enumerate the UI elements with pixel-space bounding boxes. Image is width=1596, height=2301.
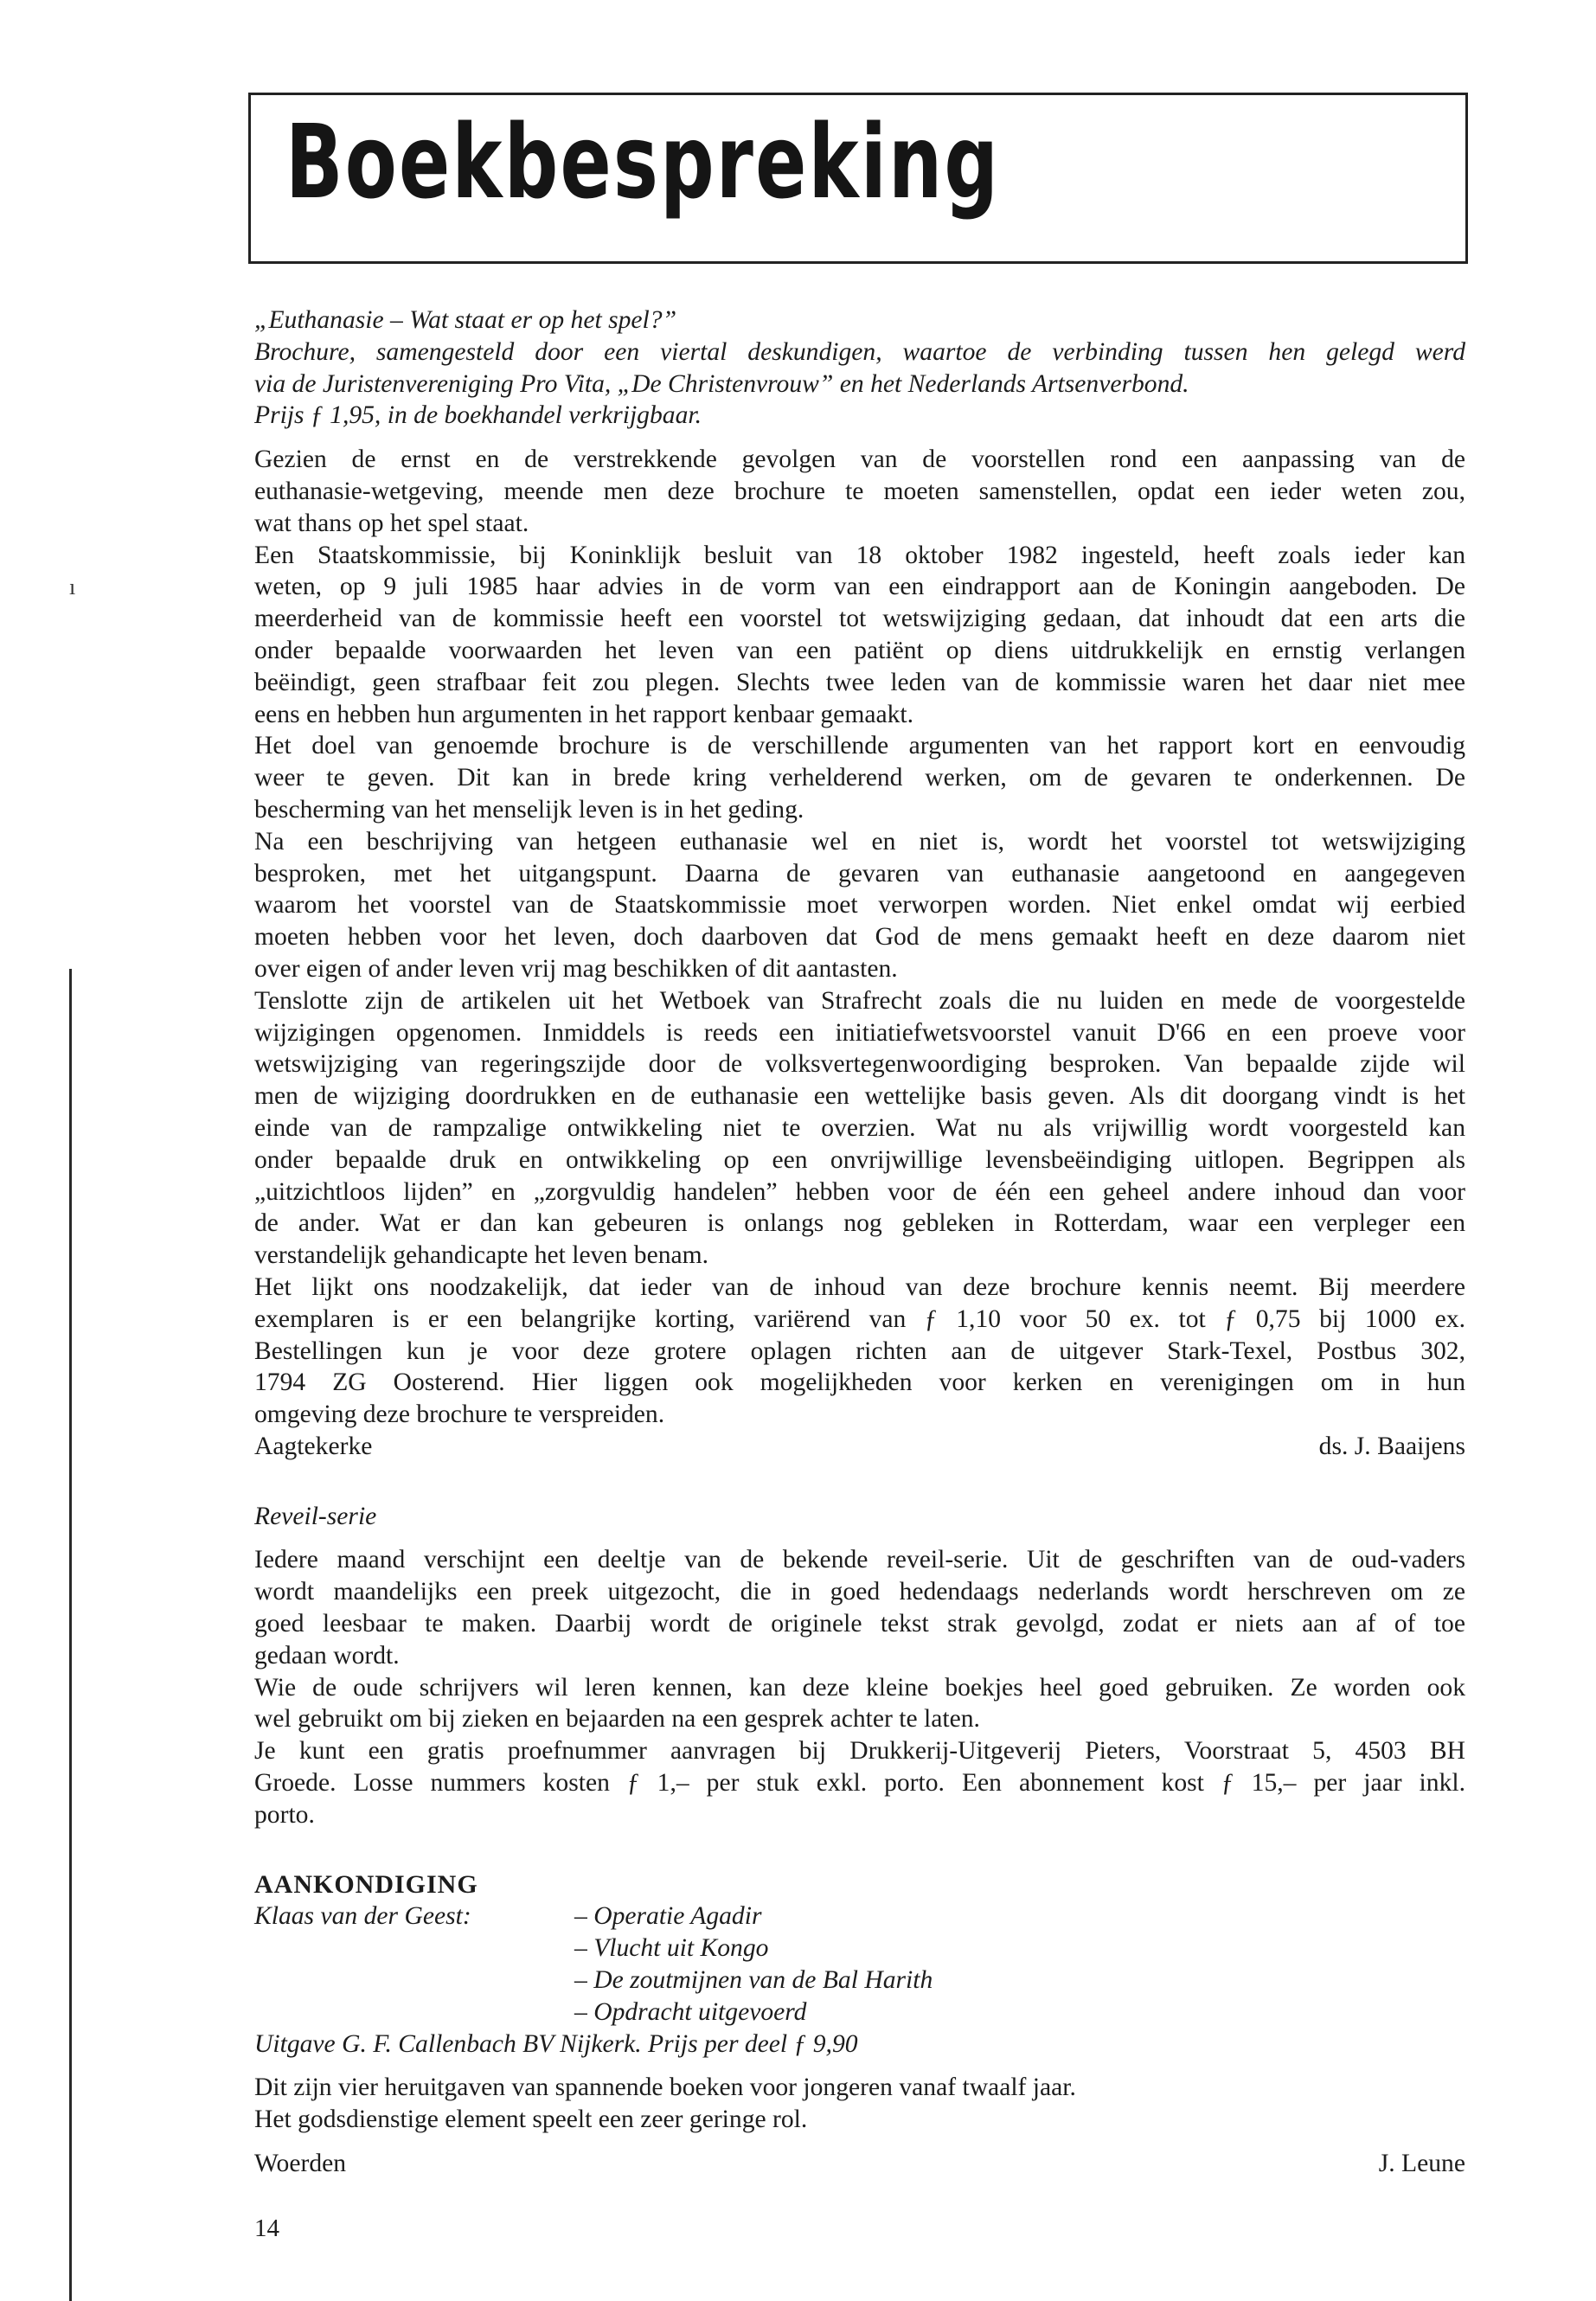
- signature-author: J. Leune: [1378, 2150, 1465, 2178]
- text-line: bescherming van het menselijk leven is in het geding.: [254, 795, 804, 824]
- announcement-books: [254, 1900, 1465, 2028]
- page-number: 14: [254, 2214, 279, 2242]
- paragraph: [254, 1544, 1465, 1671]
- announcement-text-line: Dit zijn vier heruitgaven van spannende boeken voor jongeren vanaf twaalf jaar.: [254, 2073, 1076, 2102]
- scan-edge-rule: [69, 969, 72, 2301]
- text-line: onder bepaalde voorwaarden het leven van een patiënt op diens uitdrukkelijk en ernstig verlangen: [254, 636, 1465, 664]
- review1-citation: [254, 304, 1465, 432]
- text-line: Na een beschrijving van hetgeen euthanasie wel en niet is, wordt het voorstel tot wetswijziging: [254, 827, 1465, 856]
- text-line: wel gebruikt om bij zieken en bejaarden na een gesprek achter te laten.: [254, 1705, 980, 1734]
- paragraph: [254, 730, 1465, 825]
- announcement-signature: [254, 2148, 1465, 2180]
- text-line: einde van de rampzalige ontwikkeling niet te overzien. Wat nu als vrijwillig wordt voorgesteld kan: [254, 1113, 1465, 1142]
- review2-body: [254, 1544, 1465, 1830]
- announcement-text-line: Het godsdienstige element speelt een zeer geringe rol.: [254, 2106, 808, 2134]
- text-line: weten, op 9 juli 1985 haar advies in de vorm van een eindrapport aan de Koningin aangeboden. De: [254, 573, 1465, 601]
- text-line: wat thans op het spel staat.: [254, 509, 529, 537]
- paragraph: [254, 1672, 1465, 1736]
- review2-title: Reveil-serie: [254, 1502, 377, 1530]
- book-title: – Operatie Agadir: [574, 1902, 762, 1931]
- book-title: – Opdracht uitgevoerd: [574, 1997, 807, 2026]
- text-line: Tenslotte zijn de artikelen uit het Wetboek van Strafrecht zoals die nu luiden en mede de voorgestelde: [254, 986, 1465, 1015]
- citation-line: Prijs ƒ 1,95, in de boekhandel verkrijgbaar.: [254, 401, 702, 430]
- text-line: Iedere maand verschijnt een deeltje van de bekende reveil-serie. Uit de geschriften van de oud-vaders: [254, 1546, 1465, 1574]
- signature-author: ds. J. Baaijens: [1318, 1432, 1465, 1460]
- text-line: Het lijkt ons noodzakelijk, dat ieder van de inhoud van deze brochure kennis neemt. Bij meerdere: [254, 1272, 1465, 1301]
- text-line: verstandelijk gehandicapte het leven benam.: [254, 1241, 709, 1270]
- text-line: Een Staatskommissie, bij Koninklijk besluit van 18 oktober 1982 ingesteld, heeft zoals ieder kan: [254, 541, 1465, 569]
- text-line: meerderheid van de kommissie heeft een voorstel tot wetswijziging gedaan, dat inhoudt dat een arts die: [254, 605, 1465, 633]
- text-line: eens en hebben hun argumenten in het rapport kenbaar gemaakt.: [254, 700, 914, 728]
- scan-mark: ı: [69, 574, 76, 599]
- book-title: – Vlucht uit Kongo: [574, 1934, 769, 1963]
- text-line: wordt maandelijks een preek uitgezocht, die in goed hedendaags nederlands wordt herschreven om ze: [254, 1578, 1465, 1606]
- text-line: omgeving deze brochure te verspreiden.: [254, 1400, 665, 1429]
- text-line: onder bepaalde druk en ontwikkeling op een onvrijwillige levensbeëindiging uitlopen. Begrippen als: [254, 1145, 1465, 1174]
- text-line: moeten hebben voor het leven, doch daarboven dat God de mens gemaakt heeft en deze daarom niet: [254, 923, 1465, 952]
- page-title: Boekbespreking: [285, 102, 1001, 221]
- text-line: Groede. Losse nummers kosten ƒ 1,– per stuk exkl. porto. Een abonnement kost ƒ 15,– per jaar inkl.: [254, 1769, 1465, 1798]
- text-line: wijzigingen opgenomen. Inmiddels is reeds een initiatiefwetsvoorstel vanuit D'66 en een proeve voor: [254, 1018, 1465, 1047]
- article-content: [254, 304, 1465, 2180]
- signature-place: Aagtekerke: [254, 1432, 373, 1460]
- paragraph: [254, 826, 1465, 985]
- text-line: 1794 ZG Oosterend. Hier liggen ook mogelijkheden voor kerken en verenigingen om in hun: [254, 1368, 1465, 1397]
- signature-place: Woerden: [254, 2150, 347, 2178]
- text-line: „uitzichtloos lijden” en „zorgvuldig handelen” hebben voor de één een geheel andere inhoud dan voor: [254, 1177, 1465, 1206]
- text-line: besproken, met het uitgangspunt. Daarna de gevaren van euthanasie aangetoond en aangegeven: [254, 859, 1465, 888]
- paragraph: [254, 1272, 1465, 1431]
- paragraph: [254, 985, 1465, 1272]
- text-line: exemplaren is er een belangrijke korting, variërend van ƒ 1,10 voor 50 ex. tot ƒ 0,75 bij 1000 ex.: [254, 1304, 1465, 1333]
- book-title: – De zoutmijnen van de Bal Harith: [574, 1966, 933, 1995]
- text-line: porto.: [254, 1800, 315, 1829]
- text-line: Gezien de ernst en de verstrekkende gevolgen van de voorstellen rond een aanpassing van de: [254, 445, 1465, 474]
- text-line: Bestellingen kun je voor deze grotere oplagen richten aan de uitgever Stark-Texel, Postbus 302,: [254, 1336, 1465, 1365]
- text-line: waarom het voorstel van de Staatskommissie moet verworpen worden. Niet enkel omdat wij eerbied: [254, 891, 1465, 920]
- paragraph: [254, 1735, 1465, 1830]
- announcement-title-list: [574, 1900, 933, 2028]
- announcement-heading: AANKONDIGING: [254, 1869, 478, 1899]
- citation-line: „Euthanasie – Wat staat er op het spel?”: [254, 306, 677, 334]
- paragraph: [254, 540, 1465, 731]
- text-line: men de wijziging doordrukken en de euthanasie een wettelijke basis geven. Als dit doorgang vindt is het: [254, 1082, 1465, 1111]
- review1-body: [254, 444, 1465, 1431]
- title-box: [248, 93, 1468, 264]
- text-line: gedaan wordt.: [254, 1641, 400, 1670]
- text-line: beëindigt, geen strafbaar feit zou plegen. Slechts twee leden van de kommissie waren het daar niet mee: [254, 668, 1465, 696]
- announcement-author: Klaas van der Geest:: [254, 1902, 471, 1931]
- text-line: euthanasie-wetgeving, meende men deze brochure te moeten samenstellen, opdat een ieder weten zou,: [254, 477, 1465, 505]
- citation-line: via de Juristenvereniging Pro Vita, „De Christenvrouw” en het Nederlands Artsenverbond.: [254, 369, 1189, 398]
- text-line: de ander. Wat er dan kan gebeuren is onlangs nog gebleken in Rotterdam, waar een verpleger een: [254, 1209, 1465, 1238]
- text-line: Je kunt een gratis proefnummer aanvragen bij Drukkerij-Uitgeverij Pieters, Voorstraat 5, 4503 BH: [254, 1737, 1465, 1766]
- paragraph: [254, 444, 1465, 539]
- text-line: over eigen of ander leven vrij mag beschikken of dit aantasten.: [254, 954, 898, 983]
- text-line: Wie de oude schrijvers wil leren kennen, kan deze kleine boekjes heel goed gebruiken. Ze worden ook: [254, 1673, 1465, 1702]
- text-line: wetswijziging van regeringszijde door de volksvertegenwoordiging besproken. Van bepaalde zijde wil: [254, 1050, 1465, 1079]
- review1-signature: [254, 1431, 1465, 1463]
- text-line: Het doel van genoemde brochure is de verschillende argumenten van het rapport kort en eenvoudig: [254, 732, 1465, 760]
- text-line: weer te geven. Dit kan in brede kring verhelderend werken, om de gevaren te onderkennen. De: [254, 764, 1465, 792]
- text-line: goed leesbaar te maken. Daarbij wordt de originele tekst strak gevolgd, zodat er niets aan af of toe: [254, 1610, 1465, 1638]
- announcement-publisher: Uitgave G. F. Callenbach BV Nijkerk. Prijs per deel ƒ 9,90: [254, 2029, 858, 2058]
- citation-line: Brochure, samengesteld door een viertal deskundigen, waartoe de verbinding tussen hen gelegd werd: [254, 337, 1465, 366]
